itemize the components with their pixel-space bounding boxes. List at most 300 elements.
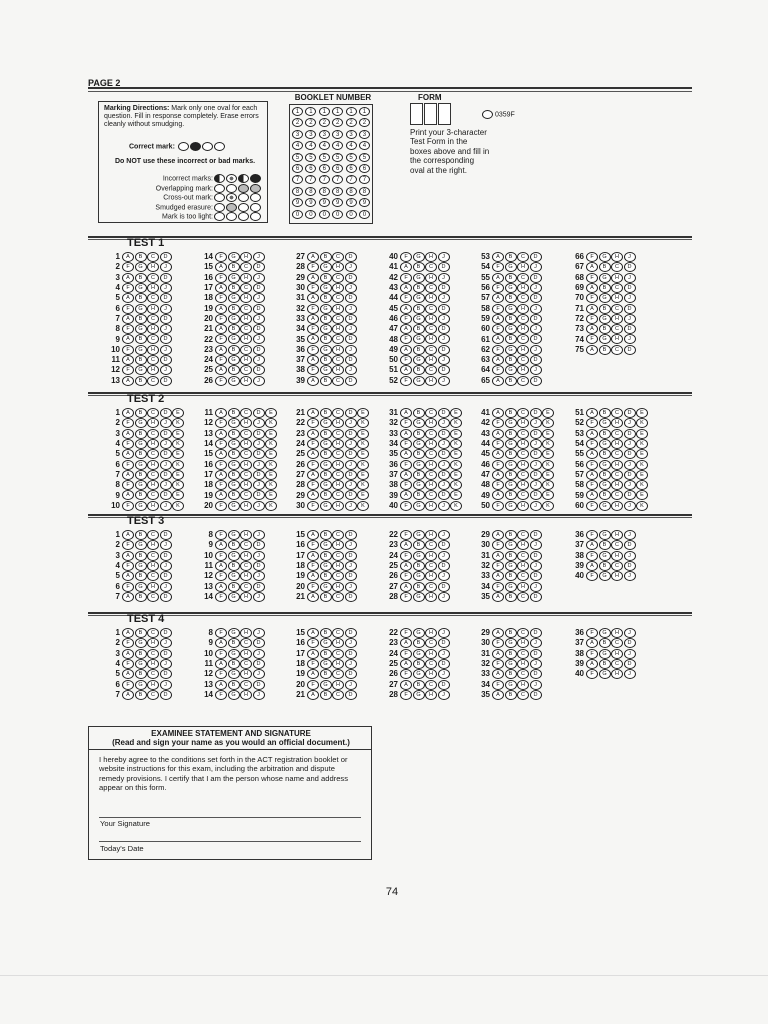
- answer-oval[interactable]: G: [228, 669, 240, 679]
- answer-oval[interactable]: A: [122, 470, 134, 480]
- answer-oval[interactable]: F: [122, 659, 134, 669]
- answer-oval[interactable]: A: [400, 345, 412, 355]
- answer-oval[interactable]: A: [215, 304, 227, 314]
- answer-oval[interactable]: H: [425, 314, 437, 324]
- answer-oval[interactable]: A: [492, 273, 504, 283]
- answer-oval[interactable]: G: [413, 530, 425, 540]
- answer-oval[interactable]: H: [425, 334, 437, 344]
- date-line[interactable]: [99, 841, 361, 842]
- answer-oval[interactable]: D: [160, 252, 172, 262]
- answer-oval[interactable]: G: [599, 501, 611, 511]
- answer-oval[interactable]: C: [425, 324, 437, 334]
- answer-oval[interactable]: J: [530, 345, 542, 355]
- answer-oval[interactable]: E: [265, 429, 277, 439]
- answer-oval[interactable]: H: [611, 273, 623, 283]
- answer-oval[interactable]: D: [345, 551, 357, 561]
- answer-oval[interactable]: J: [345, 324, 357, 334]
- answer-oval[interactable]: C: [332, 690, 344, 700]
- answer-oval[interactable]: B: [505, 551, 517, 561]
- answer-oval[interactable]: A: [586, 470, 598, 480]
- answer-oval[interactable]: J: [345, 561, 357, 571]
- answer-oval[interactable]: G: [228, 439, 240, 449]
- answer-oval[interactable]: G: [599, 480, 611, 490]
- answer-oval[interactable]: A: [122, 490, 134, 500]
- answer-oval[interactable]: A: [400, 490, 412, 500]
- answer-oval[interactable]: J: [253, 669, 265, 679]
- answer-oval[interactable]: J: [438, 571, 450, 581]
- answer-oval[interactable]: K: [450, 480, 462, 490]
- answer-oval[interactable]: J: [438, 530, 450, 540]
- answer-oval[interactable]: A: [122, 429, 134, 439]
- answer-oval[interactable]: A: [122, 551, 134, 561]
- answer-oval[interactable]: B: [505, 649, 517, 659]
- answer-oval[interactable]: B: [320, 314, 332, 324]
- booklet-digit-oval[interactable]: 0: [346, 210, 357, 219]
- answer-oval[interactable]: D: [530, 571, 542, 581]
- answer-oval[interactable]: D: [438, 540, 450, 550]
- answer-oval[interactable]: H: [611, 460, 623, 470]
- answer-oval[interactable]: D: [530, 376, 542, 386]
- answer-oval[interactable]: F: [215, 460, 227, 470]
- answer-oval[interactable]: J: [253, 334, 265, 344]
- answer-oval[interactable]: H: [240, 314, 252, 324]
- answer-oval[interactable]: F: [122, 262, 134, 272]
- answer-oval[interactable]: A: [492, 470, 504, 480]
- booklet-digit-oval[interactable]: 5: [319, 153, 330, 162]
- answer-oval[interactable]: E: [636, 429, 648, 439]
- answer-oval[interactable]: C: [147, 273, 159, 283]
- answer-oval[interactable]: F: [122, 439, 134, 449]
- answer-oval[interactable]: G: [505, 262, 517, 272]
- answer-oval[interactable]: A: [122, 293, 134, 303]
- answer-oval[interactable]: D: [624, 283, 636, 293]
- answer-oval[interactable]: F: [400, 460, 412, 470]
- answer-oval[interactable]: F: [586, 252, 598, 262]
- answer-oval[interactable]: H: [332, 480, 344, 490]
- answer-oval[interactable]: A: [307, 334, 319, 344]
- answer-oval[interactable]: A: [492, 490, 504, 500]
- answer-oval[interactable]: C: [147, 669, 159, 679]
- answer-oval[interactable]: F: [122, 582, 134, 592]
- answer-oval[interactable]: B: [599, 304, 611, 314]
- answer-oval[interactable]: J: [438, 628, 450, 638]
- answer-oval[interactable]: H: [517, 365, 529, 375]
- answer-oval[interactable]: F: [492, 540, 504, 550]
- answer-oval[interactable]: A: [492, 551, 504, 561]
- answer-oval[interactable]: B: [228, 582, 240, 592]
- answer-oval[interactable]: C: [147, 490, 159, 500]
- answer-oval[interactable]: C: [611, 490, 623, 500]
- answer-oval[interactable]: H: [517, 501, 529, 511]
- answer-oval[interactable]: G: [320, 582, 332, 592]
- answer-oval[interactable]: D: [253, 582, 265, 592]
- answer-oval[interactable]: E: [636, 449, 648, 459]
- answer-oval[interactable]: D: [624, 429, 636, 439]
- booklet-digit-oval[interactable]: 6: [319, 164, 330, 173]
- answer-oval[interactable]: C: [611, 540, 623, 550]
- answer-oval[interactable]: D: [345, 376, 357, 386]
- answer-oval[interactable]: G: [599, 334, 611, 344]
- answer-oval[interactable]: A: [492, 592, 504, 602]
- booklet-digit-oval[interactable]: 2: [359, 118, 370, 127]
- signature-line[interactable]: [99, 817, 361, 818]
- answer-oval[interactable]: C: [425, 408, 437, 418]
- answer-oval[interactable]: A: [307, 649, 319, 659]
- answer-oval[interactable]: C: [611, 470, 623, 480]
- answer-oval[interactable]: J: [624, 501, 636, 511]
- answer-oval[interactable]: K: [265, 501, 277, 511]
- answer-oval[interactable]: H: [425, 551, 437, 561]
- answer-oval[interactable]: G: [413, 649, 425, 659]
- answer-oval[interactable]: F: [400, 628, 412, 638]
- answer-oval[interactable]: D: [160, 293, 172, 303]
- answer-oval[interactable]: D: [253, 408, 265, 418]
- answer-oval[interactable]: G: [228, 293, 240, 303]
- answer-oval[interactable]: D: [530, 449, 542, 459]
- answer-oval[interactable]: A: [400, 582, 412, 592]
- answer-oval[interactable]: D: [530, 551, 542, 561]
- answer-oval[interactable]: G: [320, 283, 332, 293]
- answer-oval[interactable]: J: [438, 592, 450, 602]
- answer-oval[interactable]: F: [122, 365, 134, 375]
- answer-oval[interactable]: J: [345, 304, 357, 314]
- answer-oval[interactable]: E: [172, 408, 184, 418]
- answer-oval[interactable]: A: [400, 324, 412, 334]
- answer-oval[interactable]: D: [530, 293, 542, 303]
- answer-oval[interactable]: J: [253, 530, 265, 540]
- answer-oval[interactable]: J: [160, 439, 172, 449]
- answer-oval[interactable]: E: [265, 449, 277, 459]
- answer-oval[interactable]: C: [240, 408, 252, 418]
- answer-oval[interactable]: B: [320, 628, 332, 638]
- answer-oval[interactable]: B: [599, 429, 611, 439]
- answer-oval[interactable]: A: [215, 561, 227, 571]
- answer-oval[interactable]: J: [530, 460, 542, 470]
- answer-oval[interactable]: G: [599, 628, 611, 638]
- answer-oval[interactable]: K: [357, 460, 369, 470]
- answer-oval[interactable]: A: [215, 449, 227, 459]
- answer-oval[interactable]: G: [320, 680, 332, 690]
- answer-oval[interactable]: A: [492, 530, 504, 540]
- answer-oval[interactable]: E: [636, 470, 648, 480]
- answer-oval[interactable]: E: [450, 449, 462, 459]
- answer-oval[interactable]: F: [586, 314, 598, 324]
- answer-oval[interactable]: B: [228, 365, 240, 375]
- answer-oval[interactable]: J: [624, 628, 636, 638]
- answer-oval[interactable]: D: [438, 408, 450, 418]
- answer-oval[interactable]: H: [517, 659, 529, 669]
- answer-oval[interactable]: K: [265, 460, 277, 470]
- answer-oval[interactable]: E: [357, 449, 369, 459]
- answer-oval[interactable]: C: [240, 345, 252, 355]
- answer-oval[interactable]: B: [413, 324, 425, 334]
- answer-oval[interactable]: D: [345, 470, 357, 480]
- answer-oval[interactable]: C: [147, 551, 159, 561]
- booklet-digit-oval[interactable]: 7: [359, 175, 370, 184]
- answer-oval[interactable]: J: [624, 273, 636, 283]
- answer-oval[interactable]: C: [517, 470, 529, 480]
- answer-oval[interactable]: F: [215, 376, 227, 386]
- answer-oval[interactable]: A: [400, 659, 412, 669]
- answer-oval[interactable]: G: [228, 530, 240, 540]
- answer-oval[interactable]: F: [586, 669, 598, 679]
- answer-oval[interactable]: J: [345, 659, 357, 669]
- answer-oval[interactable]: J: [530, 439, 542, 449]
- answer-oval[interactable]: D: [438, 345, 450, 355]
- answer-oval[interactable]: D: [160, 334, 172, 344]
- answer-oval[interactable]: C: [425, 365, 437, 375]
- booklet-digit-oval[interactable]: 9: [292, 198, 303, 207]
- answer-oval[interactable]: K: [450, 460, 462, 470]
- answer-oval[interactable]: H: [611, 649, 623, 659]
- answer-oval[interactable]: C: [332, 551, 344, 561]
- answer-oval[interactable]: A: [215, 283, 227, 293]
- answer-oval[interactable]: G: [413, 501, 425, 511]
- answer-oval[interactable]: H: [240, 690, 252, 700]
- answer-oval[interactable]: C: [332, 376, 344, 386]
- answer-oval[interactable]: H: [611, 293, 623, 303]
- answer-oval[interactable]: J: [438, 501, 450, 511]
- answer-oval[interactable]: G: [228, 480, 240, 490]
- form-box-2[interactable]: [424, 103, 437, 125]
- answer-oval[interactable]: J: [624, 418, 636, 428]
- answer-oval[interactable]: D: [438, 324, 450, 334]
- answer-oval[interactable]: J: [345, 262, 357, 272]
- answer-oval[interactable]: C: [425, 345, 437, 355]
- answer-oval[interactable]: G: [320, 365, 332, 375]
- answer-oval[interactable]: D: [345, 355, 357, 365]
- answer-oval[interactable]: B: [413, 449, 425, 459]
- answer-oval[interactable]: D: [160, 314, 172, 324]
- answer-oval[interactable]: B: [135, 293, 147, 303]
- answer-oval[interactable]: D: [345, 649, 357, 659]
- booklet-digit-oval[interactable]: 8: [319, 187, 330, 196]
- answer-oval[interactable]: J: [624, 293, 636, 303]
- answer-oval[interactable]: G: [320, 480, 332, 490]
- answer-oval[interactable]: G: [413, 592, 425, 602]
- answer-oval[interactable]: K: [265, 439, 277, 449]
- answer-oval[interactable]: J: [160, 659, 172, 669]
- answer-oval[interactable]: G: [135, 561, 147, 571]
- answer-oval[interactable]: D: [345, 293, 357, 303]
- answer-oval[interactable]: D: [530, 334, 542, 344]
- answer-oval[interactable]: F: [307, 324, 319, 334]
- answer-oval[interactable]: F: [215, 690, 227, 700]
- answer-oval[interactable]: G: [228, 314, 240, 324]
- answer-oval[interactable]: F: [400, 439, 412, 449]
- answer-oval[interactable]: H: [332, 283, 344, 293]
- answer-oval[interactable]: B: [505, 449, 517, 459]
- answer-oval[interactable]: G: [413, 334, 425, 344]
- answer-oval[interactable]: C: [147, 690, 159, 700]
- answer-oval[interactable]: F: [586, 293, 598, 303]
- answer-oval[interactable]: B: [599, 540, 611, 550]
- answer-oval[interactable]: H: [425, 628, 437, 638]
- answer-oval[interactable]: A: [307, 470, 319, 480]
- answer-oval[interactable]: F: [122, 324, 134, 334]
- answer-oval[interactable]: G: [505, 561, 517, 571]
- answer-oval[interactable]: B: [135, 314, 147, 324]
- answer-oval[interactable]: B: [228, 638, 240, 648]
- answer-oval[interactable]: F: [215, 628, 227, 638]
- answer-oval[interactable]: H: [517, 304, 529, 314]
- answer-oval[interactable]: H: [517, 345, 529, 355]
- answer-oval[interactable]: J: [160, 561, 172, 571]
- answer-oval[interactable]: K: [542, 418, 554, 428]
- answer-oval[interactable]: B: [228, 304, 240, 314]
- answer-oval[interactable]: F: [400, 530, 412, 540]
- answer-oval[interactable]: C: [147, 429, 159, 439]
- answer-oval[interactable]: G: [135, 501, 147, 511]
- answer-oval[interactable]: H: [240, 649, 252, 659]
- booklet-digit-oval[interactable]: 3: [292, 130, 303, 139]
- answer-oval[interactable]: F: [586, 480, 598, 490]
- answer-oval[interactable]: B: [505, 334, 517, 344]
- answer-oval[interactable]: G: [228, 551, 240, 561]
- answer-oval[interactable]: A: [586, 449, 598, 459]
- answer-oval[interactable]: D: [530, 649, 542, 659]
- answer-oval[interactable]: G: [135, 460, 147, 470]
- answer-oval[interactable]: D: [345, 334, 357, 344]
- answer-oval[interactable]: G: [599, 273, 611, 283]
- answer-oval[interactable]: J: [624, 530, 636, 540]
- answer-oval[interactable]: B: [505, 690, 517, 700]
- answer-oval[interactable]: B: [320, 690, 332, 700]
- booklet-digit-oval[interactable]: 5: [292, 153, 303, 162]
- booklet-digit-oval[interactable]: 5: [305, 153, 316, 162]
- answer-oval[interactable]: H: [425, 669, 437, 679]
- answer-oval[interactable]: J: [345, 283, 357, 293]
- answer-oval[interactable]: C: [517, 252, 529, 262]
- booklet-digit-oval[interactable]: 0: [305, 210, 316, 219]
- answer-oval[interactable]: G: [320, 262, 332, 272]
- answer-oval[interactable]: H: [517, 638, 529, 648]
- answer-oval[interactable]: J: [624, 571, 636, 581]
- answer-oval[interactable]: G: [320, 345, 332, 355]
- answer-oval[interactable]: D: [345, 252, 357, 262]
- answer-oval[interactable]: A: [215, 659, 227, 669]
- booklet-digit-oval[interactable]: 8: [292, 187, 303, 196]
- answer-oval[interactable]: B: [228, 408, 240, 418]
- answer-oval[interactable]: F: [400, 418, 412, 428]
- answer-oval[interactable]: J: [624, 649, 636, 659]
- answer-oval[interactable]: H: [240, 439, 252, 449]
- answer-oval[interactable]: D: [160, 429, 172, 439]
- answer-oval[interactable]: C: [517, 649, 529, 659]
- answer-oval[interactable]: B: [320, 355, 332, 365]
- answer-oval[interactable]: G: [599, 418, 611, 428]
- answer-oval[interactable]: A: [122, 355, 134, 365]
- answer-oval[interactable]: C: [611, 345, 623, 355]
- answer-oval[interactable]: B: [413, 490, 425, 500]
- answer-oval[interactable]: J: [253, 571, 265, 581]
- answer-oval[interactable]: B: [413, 680, 425, 690]
- answer-oval[interactable]: G: [413, 252, 425, 262]
- answer-oval[interactable]: B: [599, 324, 611, 334]
- answer-oval[interactable]: F: [122, 418, 134, 428]
- answer-oval[interactable]: K: [450, 501, 462, 511]
- answer-oval[interactable]: G: [599, 551, 611, 561]
- answer-oval[interactable]: G: [413, 314, 425, 324]
- answer-oval[interactable]: D: [253, 365, 265, 375]
- answer-oval[interactable]: B: [505, 314, 517, 324]
- answer-oval[interactable]: D: [160, 530, 172, 540]
- answer-oval[interactable]: A: [215, 470, 227, 480]
- answer-oval[interactable]: G: [413, 690, 425, 700]
- answer-oval[interactable]: J: [160, 345, 172, 355]
- answer-oval[interactable]: B: [599, 490, 611, 500]
- answer-oval[interactable]: F: [122, 561, 134, 571]
- answer-oval[interactable]: H: [425, 649, 437, 659]
- answer-oval[interactable]: F: [586, 551, 598, 561]
- answer-oval[interactable]: K: [542, 480, 554, 490]
- answer-oval[interactable]: F: [215, 439, 227, 449]
- answer-oval[interactable]: C: [517, 429, 529, 439]
- answer-oval[interactable]: H: [611, 530, 623, 540]
- answer-oval[interactable]: H: [332, 582, 344, 592]
- answer-oval[interactable]: E: [542, 449, 554, 459]
- answer-oval[interactable]: H: [611, 571, 623, 581]
- answer-oval[interactable]: A: [586, 262, 598, 272]
- answer-oval[interactable]: H: [611, 669, 623, 679]
- answer-oval[interactable]: C: [517, 314, 529, 324]
- answer-oval[interactable]: A: [122, 314, 134, 324]
- answer-oval[interactable]: H: [240, 418, 252, 428]
- answer-oval[interactable]: C: [147, 314, 159, 324]
- booklet-digit-oval[interactable]: 9: [346, 198, 357, 207]
- answer-oval[interactable]: B: [505, 470, 517, 480]
- answer-oval[interactable]: J: [160, 262, 172, 272]
- answer-oval[interactable]: A: [400, 365, 412, 375]
- answer-oval[interactable]: B: [228, 540, 240, 550]
- answer-oval[interactable]: G: [135, 304, 147, 314]
- answer-oval[interactable]: B: [228, 324, 240, 334]
- answer-oval[interactable]: D: [438, 582, 450, 592]
- answer-oval[interactable]: J: [253, 460, 265, 470]
- answer-oval[interactable]: J: [160, 365, 172, 375]
- answer-oval[interactable]: G: [135, 324, 147, 334]
- booklet-digit-oval[interactable]: 0: [292, 210, 303, 219]
- answer-oval[interactable]: J: [624, 439, 636, 449]
- answer-oval[interactable]: A: [492, 571, 504, 581]
- answer-oval[interactable]: G: [228, 690, 240, 700]
- answer-oval[interactable]: K: [172, 418, 184, 428]
- answer-oval[interactable]: A: [400, 429, 412, 439]
- answer-oval[interactable]: C: [425, 540, 437, 550]
- answer-oval[interactable]: F: [122, 345, 134, 355]
- answer-oval[interactable]: F: [215, 501, 227, 511]
- answer-oval[interactable]: D: [438, 659, 450, 669]
- answer-oval[interactable]: F: [215, 273, 227, 283]
- answer-oval[interactable]: D: [530, 592, 542, 602]
- answer-oval[interactable]: A: [122, 530, 134, 540]
- answer-oval[interactable]: A: [492, 429, 504, 439]
- answer-oval[interactable]: E: [172, 449, 184, 459]
- answer-oval[interactable]: J: [345, 345, 357, 355]
- answer-oval[interactable]: A: [586, 540, 598, 550]
- answer-oval[interactable]: B: [599, 408, 611, 418]
- answer-oval[interactable]: B: [135, 571, 147, 581]
- answer-oval[interactable]: G: [228, 273, 240, 283]
- answer-oval[interactable]: J: [624, 480, 636, 490]
- answer-oval[interactable]: A: [122, 628, 134, 638]
- answer-oval[interactable]: H: [240, 355, 252, 365]
- answer-oval[interactable]: F: [215, 293, 227, 303]
- answer-oval[interactable]: D: [530, 628, 542, 638]
- answer-oval[interactable]: A: [586, 659, 598, 669]
- answer-oval[interactable]: H: [332, 365, 344, 375]
- answer-oval[interactable]: G: [599, 460, 611, 470]
